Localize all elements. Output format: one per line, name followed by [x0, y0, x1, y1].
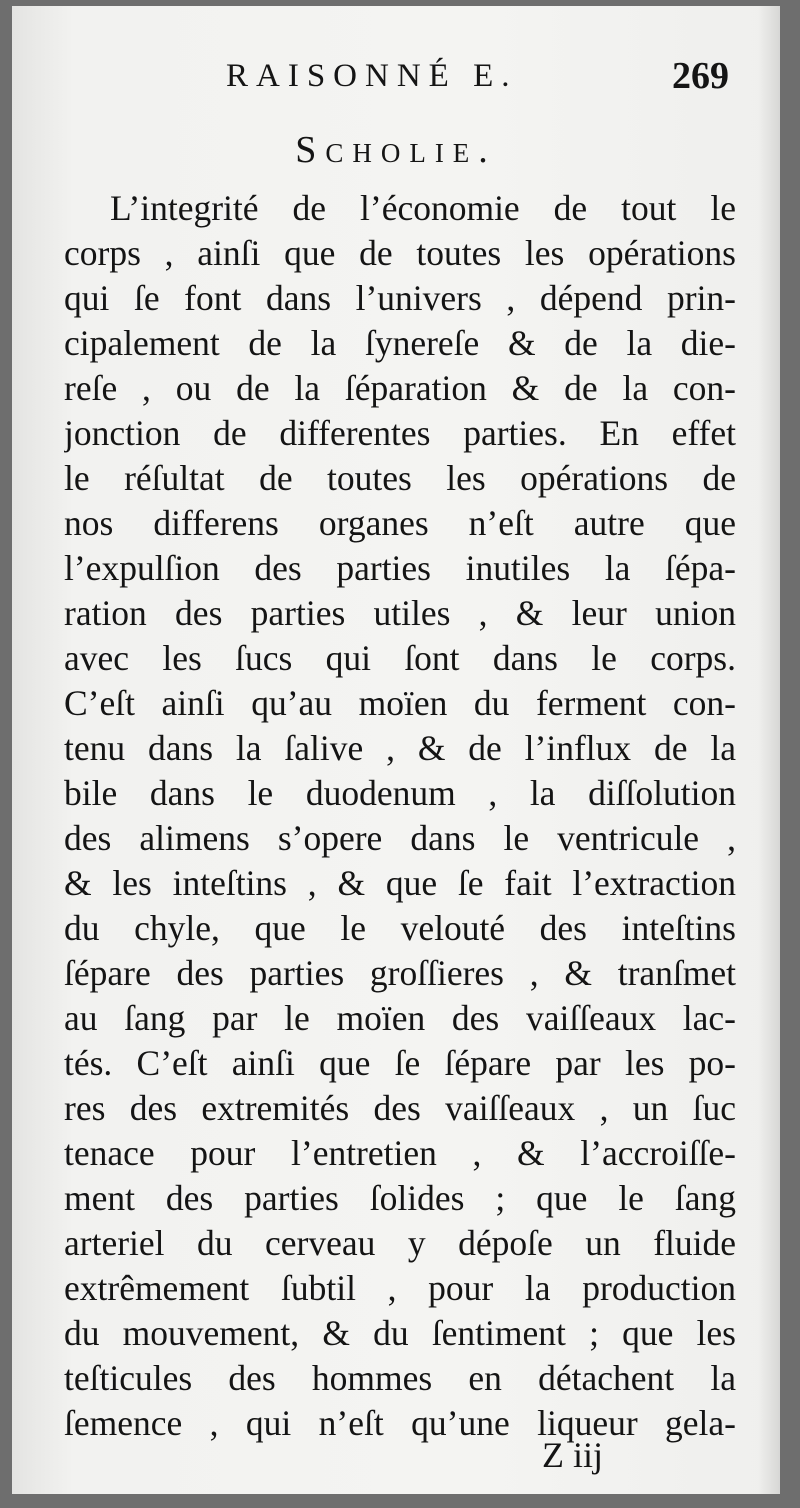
- text-line: corps , ainſi que de toutes les opérations: [64, 233, 736, 273]
- text-line: le réſultat de toutes les opérations de: [64, 458, 736, 498]
- text-line: jonction de differentes parties. En effet: [64, 413, 736, 453]
- text-line: ſemence , qui n’eſt qu’une liqueur gela-: [64, 1403, 736, 1443]
- book-page: [12, 6, 780, 1494]
- section-title: Scholie.: [295, 129, 497, 171]
- text-line: ration des parties utiles , & leur union: [64, 593, 736, 633]
- text-line: du mouvement, & du ſentiment ; que les: [64, 1313, 736, 1353]
- text-line: L’integrité de l’économie de tout le: [110, 188, 736, 228]
- text-line: arteriel du cerveau y dépoſe un fluide: [64, 1223, 736, 1263]
- text-line: tenace pour l’entretien , & l’accroiſſe-: [64, 1133, 736, 1173]
- text-line: du chyle, que le velouté des inteſtins: [64, 908, 736, 948]
- body-text: [64, 186, 736, 1446]
- text-line: au ſang par le moïen des vaiſſeaux lac-: [64, 998, 736, 1038]
- text-line: teſticules des hommes en détachent la: [64, 1358, 736, 1398]
- text-line: ment des parties ſolides ; que le ſang: [64, 1178, 736, 1218]
- running-head: [12, 54, 780, 110]
- text-line: C’eſt ainſi qu’au moïen du ferment con-: [64, 683, 736, 723]
- text-line: extrêmement ſubtil , pour la production: [64, 1268, 736, 1308]
- text-line: ſépare des parties groſſieres , & tranſmet: [64, 953, 736, 993]
- text-line: cipalement de la ſynereſe & de la die-: [64, 323, 736, 363]
- text-line: avec les ſucs qui ſont dans le corps.: [64, 638, 736, 678]
- page-number: 269: [672, 55, 729, 97]
- text-line: tenu dans la ſalive , & de l’influx de la: [64, 728, 736, 768]
- text-line: bile dans le duodenum , la diſſolution: [64, 773, 736, 813]
- catchword: Z iij: [542, 1435, 603, 1475]
- text-line: nos differens organes n’eſt autre que: [64, 503, 736, 543]
- running-title: RAISONNÉ E.: [226, 58, 518, 94]
- text-line: res des extremités des vaiſſeaux , un ſuc: [64, 1088, 736, 1128]
- text-line: reſe , ou de la ſéparation & de la con-: [64, 368, 736, 408]
- text-line: l’expulſion des parties inutiles la ſépa-: [64, 548, 736, 588]
- text-line: qui ſe font dans l’univers , dépend prin-: [64, 278, 736, 318]
- text-line: des alimens s’opere dans le ventricule ,: [64, 818, 736, 858]
- text-line: & les inteſtins , & que ſe fait l’extraction: [64, 863, 736, 903]
- text-line: tés. C’eſt ainſi que ſe ſépare par les po-: [64, 1043, 736, 1083]
